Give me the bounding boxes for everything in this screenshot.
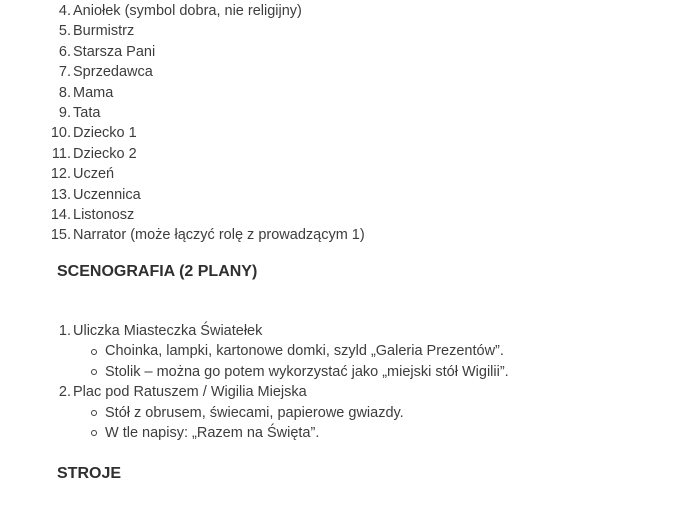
- cast-list-item: Uczeń: [73, 166, 115, 183]
- cast-list-item: Aniołek (symbol dobra, nie religijny): [73, 3, 302, 19]
- cast-list-item: Dziecko 2: [73, 145, 137, 162]
- scenography-item: [57, 321, 650, 382]
- scenography-item-title: Plac pod Ratuszem / Wigilia Miejska: [73, 384, 307, 401]
- cast-list-item: Uczennica: [73, 186, 141, 203]
- scenography-item: [57, 382, 650, 443]
- cast-list-item: Tata: [73, 105, 101, 122]
- scenography-list: [57, 321, 650, 443]
- scenography-detail: Choinka, lampki, kartonowe domki, szyld „Galeria Prezentów”.: [73, 341, 650, 361]
- cast-list-item: Burmistrz: [73, 23, 135, 40]
- scenography-detail: Stół z obrusem, świecami, papierowe gwiazdy.: [73, 403, 650, 423]
- scenography-item-details: [73, 341, 650, 382]
- cast-list: [57, 1, 650, 246]
- costumes-heading: STROJE: [57, 465, 122, 483]
- scenography-item-title: Uliczka Miasteczka Światełek: [73, 322, 263, 339]
- scenography-detail: Stolik – można go potem wykorzystać jako „miejski stół Wigilii”.: [73, 362, 650, 382]
- cast-list-item: Listonosz: [73, 207, 135, 224]
- scenography-heading: SCENOGRAFIA (2 PLANY): [57, 262, 258, 280]
- cast-list-item: Mama: [73, 84, 114, 101]
- scenography-detail: W tle napisy: „Razem na Święta”.: [73, 423, 650, 443]
- cast-list-item: Starsza Pani: [73, 43, 156, 60]
- scenography-item-details: [73, 403, 650, 444]
- cast-list-item: Sprzedawca: [73, 64, 153, 81]
- cast-list-item: Dziecko 1: [73, 125, 137, 142]
- cast-list-item: Narrator (może łączyć rolę z prowadzącym 1): [73, 227, 365, 244]
